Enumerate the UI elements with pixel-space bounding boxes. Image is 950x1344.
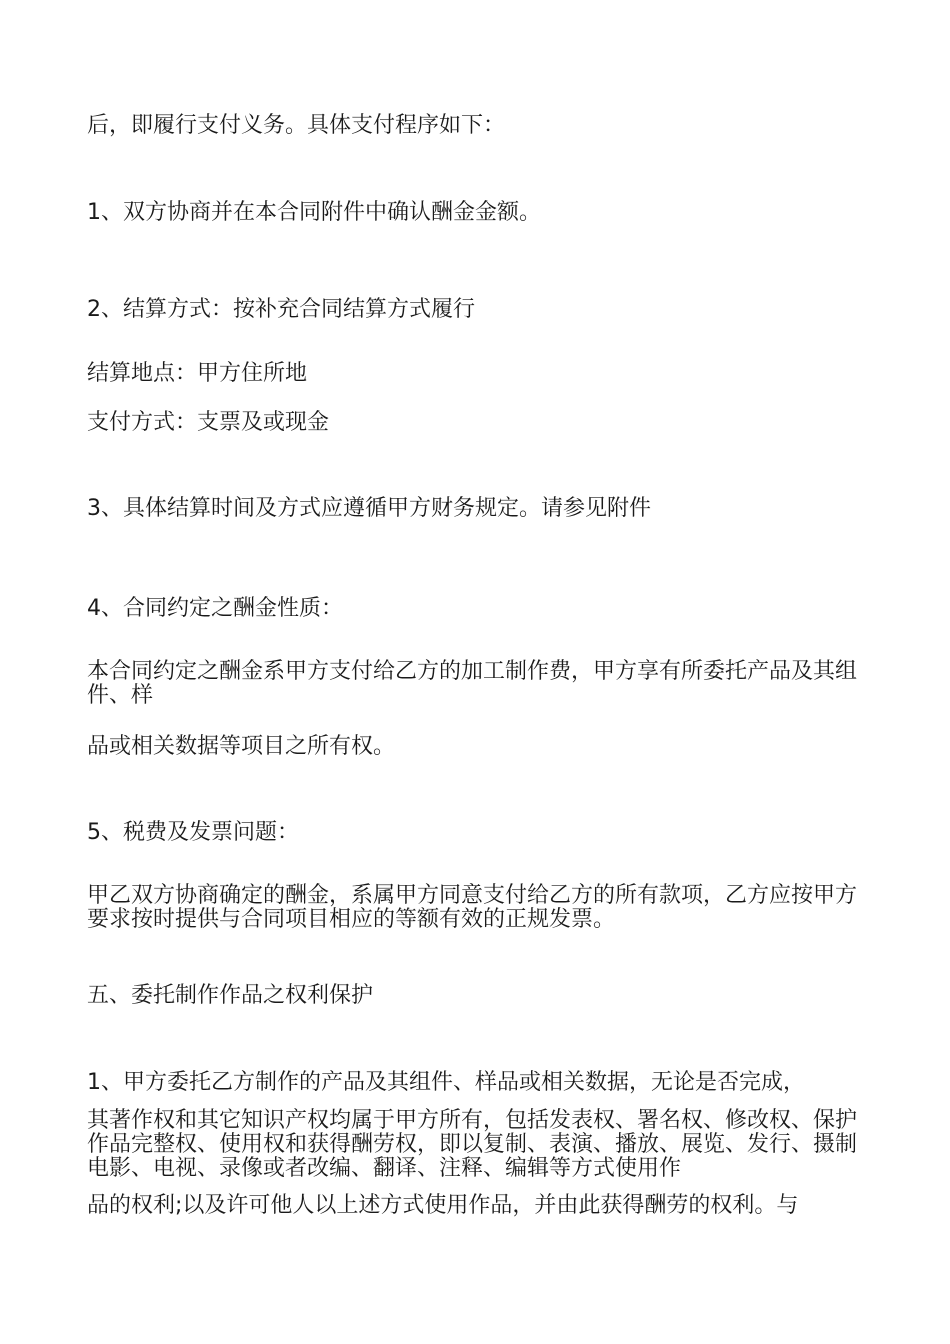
- paragraph-item-1-amount: 1、双方协商并在本合同附件中确认酬金金额。: [87, 200, 541, 225]
- paragraph-item-4-remuneration-nature: 4、合同约定之酬金性质：: [87, 596, 343, 621]
- paragraph-item-3-settlement-time: 3、具体结算时间及方式应遵循甲方财务规定。请参见附件: [87, 496, 651, 521]
- paragraph-invoice-requirement: 甲乙双方协商确定的酬金，系属甲方同意支付给乙方的所有款项，乙方应按甲方要求按时提供与合同项目相应的等额有效的正规发票。: [87, 883, 858, 932]
- paragraph-payment-method: 支付方式：支票及或现金: [87, 410, 330, 435]
- paragraph-item-5-tax-invoice: 5、税费及发票问题：: [87, 820, 299, 845]
- paragraph-copyright-scope: 其著作权和其它知识产权均属于甲方所有，包括发表权、署名权、修改权、保护作品完整权、使用权和获得酬劳权，即以复制、表演、播放、展览、发行、摄制电影、电视、录像或者改编、翻译、注释、编辑等方式使用作: [87, 1108, 858, 1181]
- paragraph-remuneration-ownership: 本合同约定之酬金系甲方支付给乙方的加工制作费，甲方享有所委托产品及其组件、样: [87, 659, 858, 708]
- paragraph-licensing-rights: 品的权利;以及许可他人以上述方式使用作品，并由此获得酬劳的权利。与: [87, 1193, 799, 1218]
- paragraph-payment-procedure: 后，即履行支付义务。具体支付程序如下：: [87, 113, 506, 138]
- section-heading-rights-protection: 五、委托制作作品之权利保护: [87, 983, 374, 1008]
- paragraph-settlement-location: 结算地点：甲方住所地: [87, 361, 308, 386]
- paragraph-ownership-continued: 品或相关数据等项目之所有权。: [87, 734, 396, 759]
- paragraph-rights-item-1: 1、甲方委托乙方制作的产品及其组件、样品或相关数据，无论是否完成，: [87, 1070, 805, 1095]
- paragraph-item-2-settlement-method: 2、结算方式：按补充合同结算方式履行: [87, 297, 475, 322]
